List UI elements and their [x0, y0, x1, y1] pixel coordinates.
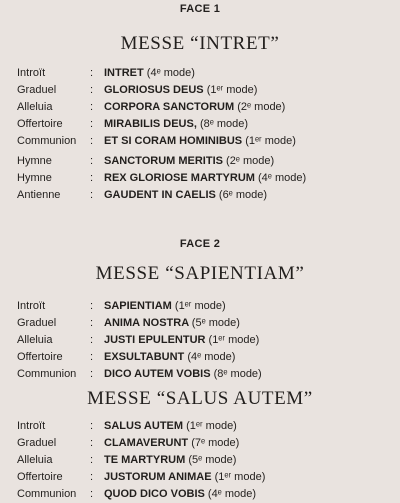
track-mode: (5ᵉ mode) [188, 454, 237, 466]
track-row [17, 298, 397, 315]
track-name: CORPORA SANCTORUM [104, 101, 235, 113]
track-separator: : [90, 189, 94, 201]
face-1-heading: FACE 1 [179, 3, 221, 15]
track-mode: (1ᵉʳ mode) [174, 300, 226, 312]
track-label: Introït [17, 67, 46, 79]
track-row [17, 116, 397, 133]
track-mode: (2ᵉ mode) [237, 101, 286, 113]
track-name: GAUDENT IN CAELIS [104, 189, 216, 201]
track-label: Offertoire [17, 351, 63, 363]
track-separator: : [90, 101, 94, 113]
track-mode: (4ᵉ mode) [146, 67, 195, 79]
track-mode: (8ᵉ mode) [199, 118, 249, 130]
track-label: Alleluia [17, 334, 53, 346]
track-row [17, 418, 397, 435]
track-mode: (7ᵉ mode) [191, 437, 240, 449]
track-name: JUSTI EPULENTUR [104, 334, 206, 346]
track-separator: : [90, 334, 94, 346]
track-label: Hymne [17, 155, 52, 167]
track-label: Offertoire [17, 471, 63, 483]
track-title [104, 187, 267, 204]
track-title [104, 469, 265, 486]
track-mode: (1ᵉʳ mode) [214, 471, 266, 483]
track-row [17, 65, 397, 82]
track-title [104, 486, 256, 503]
track-title [104, 452, 236, 469]
track-title [104, 315, 240, 332]
track-separator: : [90, 368, 94, 380]
track-label: Communion [17, 135, 77, 147]
track-row [17, 435, 397, 452]
track-separator: : [90, 172, 94, 184]
track-mode: (1ᵉʳ mode) [186, 420, 237, 432]
track-name: GLORIOSUS DEUS [104, 84, 204, 96]
track-row [17, 366, 397, 383]
track-mode: (5ᵉ mode) [191, 317, 240, 329]
track-label: Alleluia [17, 101, 53, 113]
track-row [17, 187, 397, 204]
track-name: SAPIENTIAM [104, 300, 172, 312]
track-mode: (1ᵉʳ mode) [208, 334, 260, 346]
track-name: SALUS AUTEM [104, 420, 184, 432]
track-mode: (1ᵉʳ mode) [206, 84, 258, 96]
track-title [104, 99, 285, 116]
track-title [104, 332, 259, 349]
track-row [17, 133, 397, 150]
track-separator: : [90, 155, 94, 167]
track-separator: : [90, 437, 94, 449]
track-name: MIRABILIS DEUS, [104, 118, 197, 130]
track-label: Communion [17, 488, 77, 500]
track-label: Introït [17, 420, 46, 432]
track-label: Graduel [17, 317, 57, 329]
track-row [17, 82, 397, 99]
track-row [17, 99, 397, 116]
track-mode: (2ᵉ mode) [226, 155, 275, 167]
track-label: Graduel [17, 437, 57, 449]
track-mode: (6ᵉ mode) [218, 189, 268, 201]
track-mode: (4ᵉ mode) [258, 172, 307, 184]
track-title [104, 349, 235, 366]
track-label: Antienne [17, 189, 61, 201]
track-separator: : [90, 488, 94, 500]
track-row [17, 153, 397, 170]
mass-sapientiam-title: MESSE “SAPIENTIAM” [95, 263, 305, 284]
track-name: SANCTORUM MERITIS [104, 155, 223, 167]
track-title [104, 133, 296, 150]
track-row [17, 486, 397, 503]
track-title [104, 82, 257, 99]
track-mode: (4ᵉ mode) [207, 488, 257, 500]
track-name: ANIMA NOSTRA [104, 317, 189, 329]
track-separator: : [90, 118, 94, 130]
track-mode: (8ᵉ mode) [213, 368, 262, 380]
track-title [104, 418, 237, 435]
track-separator: : [90, 84, 94, 96]
track-name: TE MARTYRUM [104, 454, 186, 466]
track-row [17, 349, 397, 366]
track-label: Introït [17, 300, 46, 312]
track-row [17, 332, 397, 349]
track-title [104, 366, 262, 383]
track-title [104, 116, 248, 133]
track-title [104, 435, 239, 452]
track-row [17, 452, 397, 469]
track-label: Offertoire [17, 118, 63, 130]
track-separator: : [90, 135, 94, 147]
track-label: Communion [17, 368, 77, 380]
track-title [104, 65, 195, 82]
track-title [104, 298, 226, 315]
track-name: REX GLORIOSE MARTYRUM [104, 172, 255, 184]
track-name: JUSTORUM ANIMAE [104, 471, 212, 483]
track-name: ET SI CORAM HOMINIBUS [104, 135, 243, 147]
track-mode: (1ᵉʳ mode) [245, 135, 296, 147]
track-title [104, 170, 306, 187]
track-label: Graduel [17, 84, 57, 96]
track-title [104, 153, 274, 170]
track-name: CLAMAVERUNT [104, 437, 189, 449]
track-separator: : [90, 67, 94, 79]
mass-salus-autem-title: MESSE “SALUS AUTEM” [87, 388, 313, 409]
track-separator: : [90, 300, 94, 312]
track-row [17, 469, 397, 486]
track-row [17, 170, 397, 187]
track-label: Hymne [17, 172, 52, 184]
track-mode: (4ᵉ mode) [187, 351, 236, 363]
track-name: EXSULTABUNT [104, 351, 185, 363]
track-separator: : [90, 420, 94, 432]
track-name: INTRET [104, 67, 144, 79]
track-row [17, 315, 397, 332]
track-separator: : [90, 471, 94, 483]
face-2-heading: FACE 2 [179, 238, 221, 250]
track-separator: : [90, 317, 94, 329]
track-name: DICO AUTEM VOBIS [104, 368, 211, 380]
track-name: QUOD DICO VOBIS [104, 488, 205, 500]
mass-intret-title: MESSE “INTRET” [120, 33, 280, 54]
track-separator: : [90, 454, 94, 466]
track-label: Alleluia [17, 454, 53, 466]
track-separator: : [90, 351, 94, 363]
